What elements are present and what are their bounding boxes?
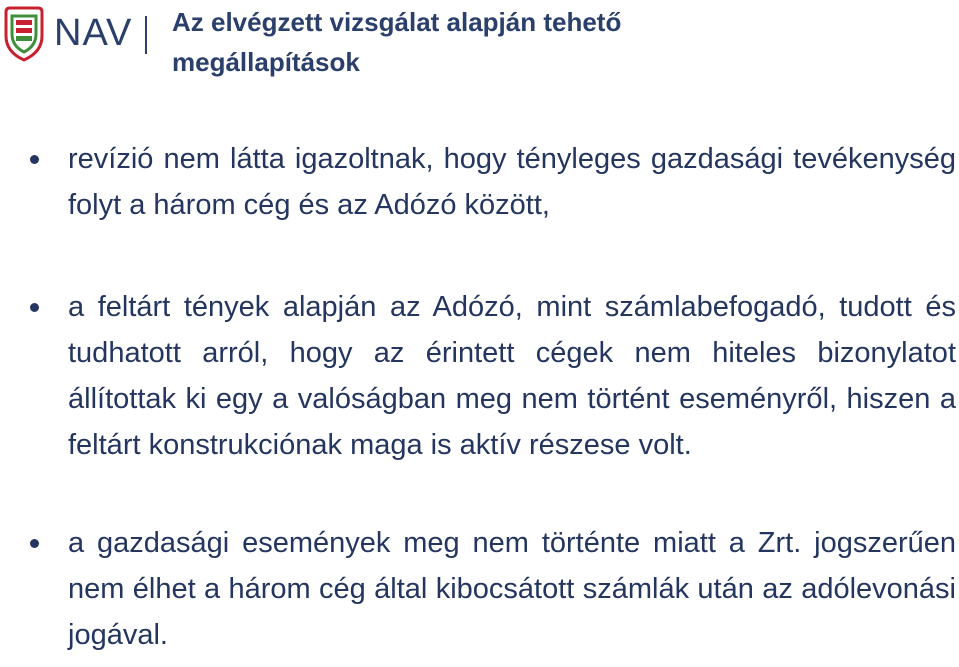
- bullet-text: a feltárt tények alapján az Adózó, mint számlabefogadó, tudott és tudhatott arról, hogy az érintett cégek nem hiteles bizonylatot állítottak ki egy a valóságban meg nem történt eseményről, hiszen a feltárt konstrukciónak maga is aktív részese volt.: [68, 291, 956, 461]
- bullet-item: [30, 136, 956, 274]
- bullet-text: revízió nem látta igazoltnak, hogy tényleges gazdasági tevékenység folyt a három cég és az Adózó között,: [68, 143, 956, 221]
- bullet-dot-icon: [30, 539, 39, 548]
- bullet-item: [30, 284, 956, 514]
- nav-emblem-icon: [2, 6, 46, 62]
- nav-logo: [2, 6, 152, 62]
- bullet-text: a gazdasági események meg nem történte miatt a Zrt. jogszerűen nem élhet a három cég által kibocsátott számlák után az adólevonási jogával.: [68, 527, 956, 651]
- bullet-item: [30, 520, 956, 660]
- bullet-dot-icon: [30, 303, 39, 312]
- slide-title: Az elvégzett vizsgálat alapján tehető megállapítások: [172, 7, 622, 77]
- logo-text: NAV: [54, 12, 133, 54]
- logo-divider: [145, 16, 147, 54]
- bullet-dot-icon: [30, 155, 39, 164]
- bullet-list: [30, 136, 956, 660]
